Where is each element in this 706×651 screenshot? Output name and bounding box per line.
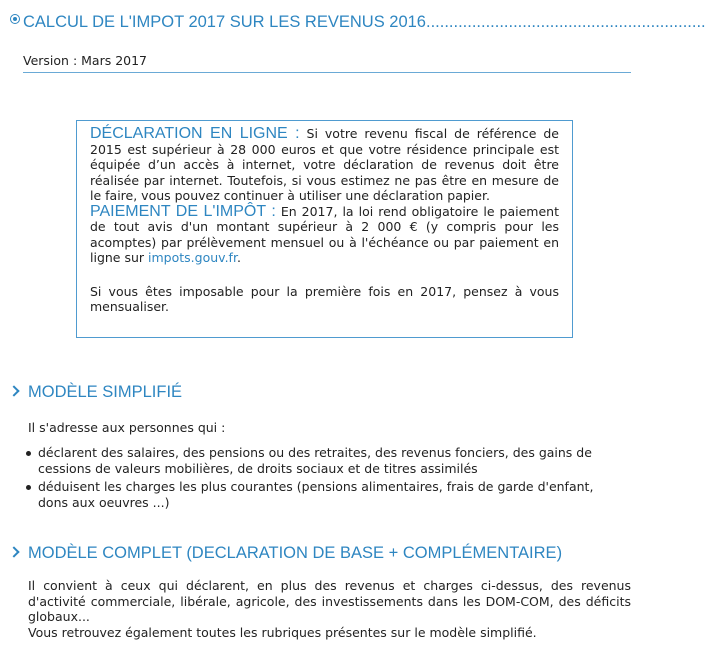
declaration-text: Si votre revenu fiscal de référence de 2015 est supérieur à 28 000 euros et que votre résidence principale est équipée d’un accès à internet, votre déclaration de revenus doit être réalisée par internet. Toutefois, si vous estimez ne pas être en mesure de le faire, vous pouvez continuer à utiliser une déclaration papier. xyxy=(90,126,559,203)
page-title: CALCUL DE L'IMPOT 2017 SUR LES REVENUS 2016 xyxy=(23,13,426,31)
simplifie-heading: MODÈLE SIMPLIFIÉ xyxy=(28,383,183,401)
mensualiser-text: Si vous êtes imposable pour la première fois en 2017, pensez à vous mensualiser. xyxy=(90,283,559,314)
complet-text-1: Il convient à ceux qui déclarent, en plus des revenus et charges ci-dessus, des revenus d'activité commerciale, libérale, agricole, des investissements dans les DOM-COM, des déficits globaux... xyxy=(28,578,631,624)
radio-bullet-icon xyxy=(10,14,20,24)
declaration-paragraph xyxy=(90,126,559,204)
section-heading-simplifie xyxy=(10,383,182,402)
paiement-heading: PAIEMENT DE L'IMPÔT : xyxy=(90,202,276,220)
complet-text xyxy=(28,578,631,640)
title-dots: ............................................................. xyxy=(426,13,706,31)
simplifie-intro: Il s'adresse aux personnes qui : xyxy=(28,420,226,435)
header-divider xyxy=(23,72,631,73)
version-label: Version : Mars 2017 xyxy=(23,53,148,68)
chevron-right-icon xyxy=(8,546,19,557)
complet-text-2: Vous retrouvez également toutes les rubriques présentes sur le modèle simplifié. xyxy=(28,624,537,640)
simplifie-list xyxy=(23,445,623,513)
paiement-end: . xyxy=(236,250,241,265)
list-item: déduisent les charges les plus courantes (pensions alimentaires, frais de garde d'enfant, dons aux oeuvres ...) xyxy=(23,479,623,510)
complet-heading: MODÈLE COMPLET (DECLARATION DE BASE + COMPLÉMENTAIRE) xyxy=(28,544,563,562)
declaration-heading: DÉCLARATION EN LIGNE : xyxy=(90,125,300,142)
impots-link[interactable]: impots.gouv.fr xyxy=(148,250,237,265)
chevron-right-icon xyxy=(8,385,19,396)
list-item: déclarent des salaires, des pensions ou des retraites, des revenus fonciers, des gains de cessions de valeurs mobilières, de droits sociaux et de titres assimilés xyxy=(23,445,623,476)
info-box xyxy=(76,120,573,338)
paiement-paragraph xyxy=(90,204,559,266)
section-heading-complet xyxy=(10,544,562,563)
box-spacer xyxy=(90,266,559,284)
paiement-text: En 2017, la loi rend obligatoire le paiement de tout avis d'un montant supérieur à 2 000 € (y compris pour les acomptes) par prélèvement mensuel ou à l'échéance ou par paiement en ligne sur xyxy=(90,203,560,265)
page-title-row xyxy=(10,13,706,32)
